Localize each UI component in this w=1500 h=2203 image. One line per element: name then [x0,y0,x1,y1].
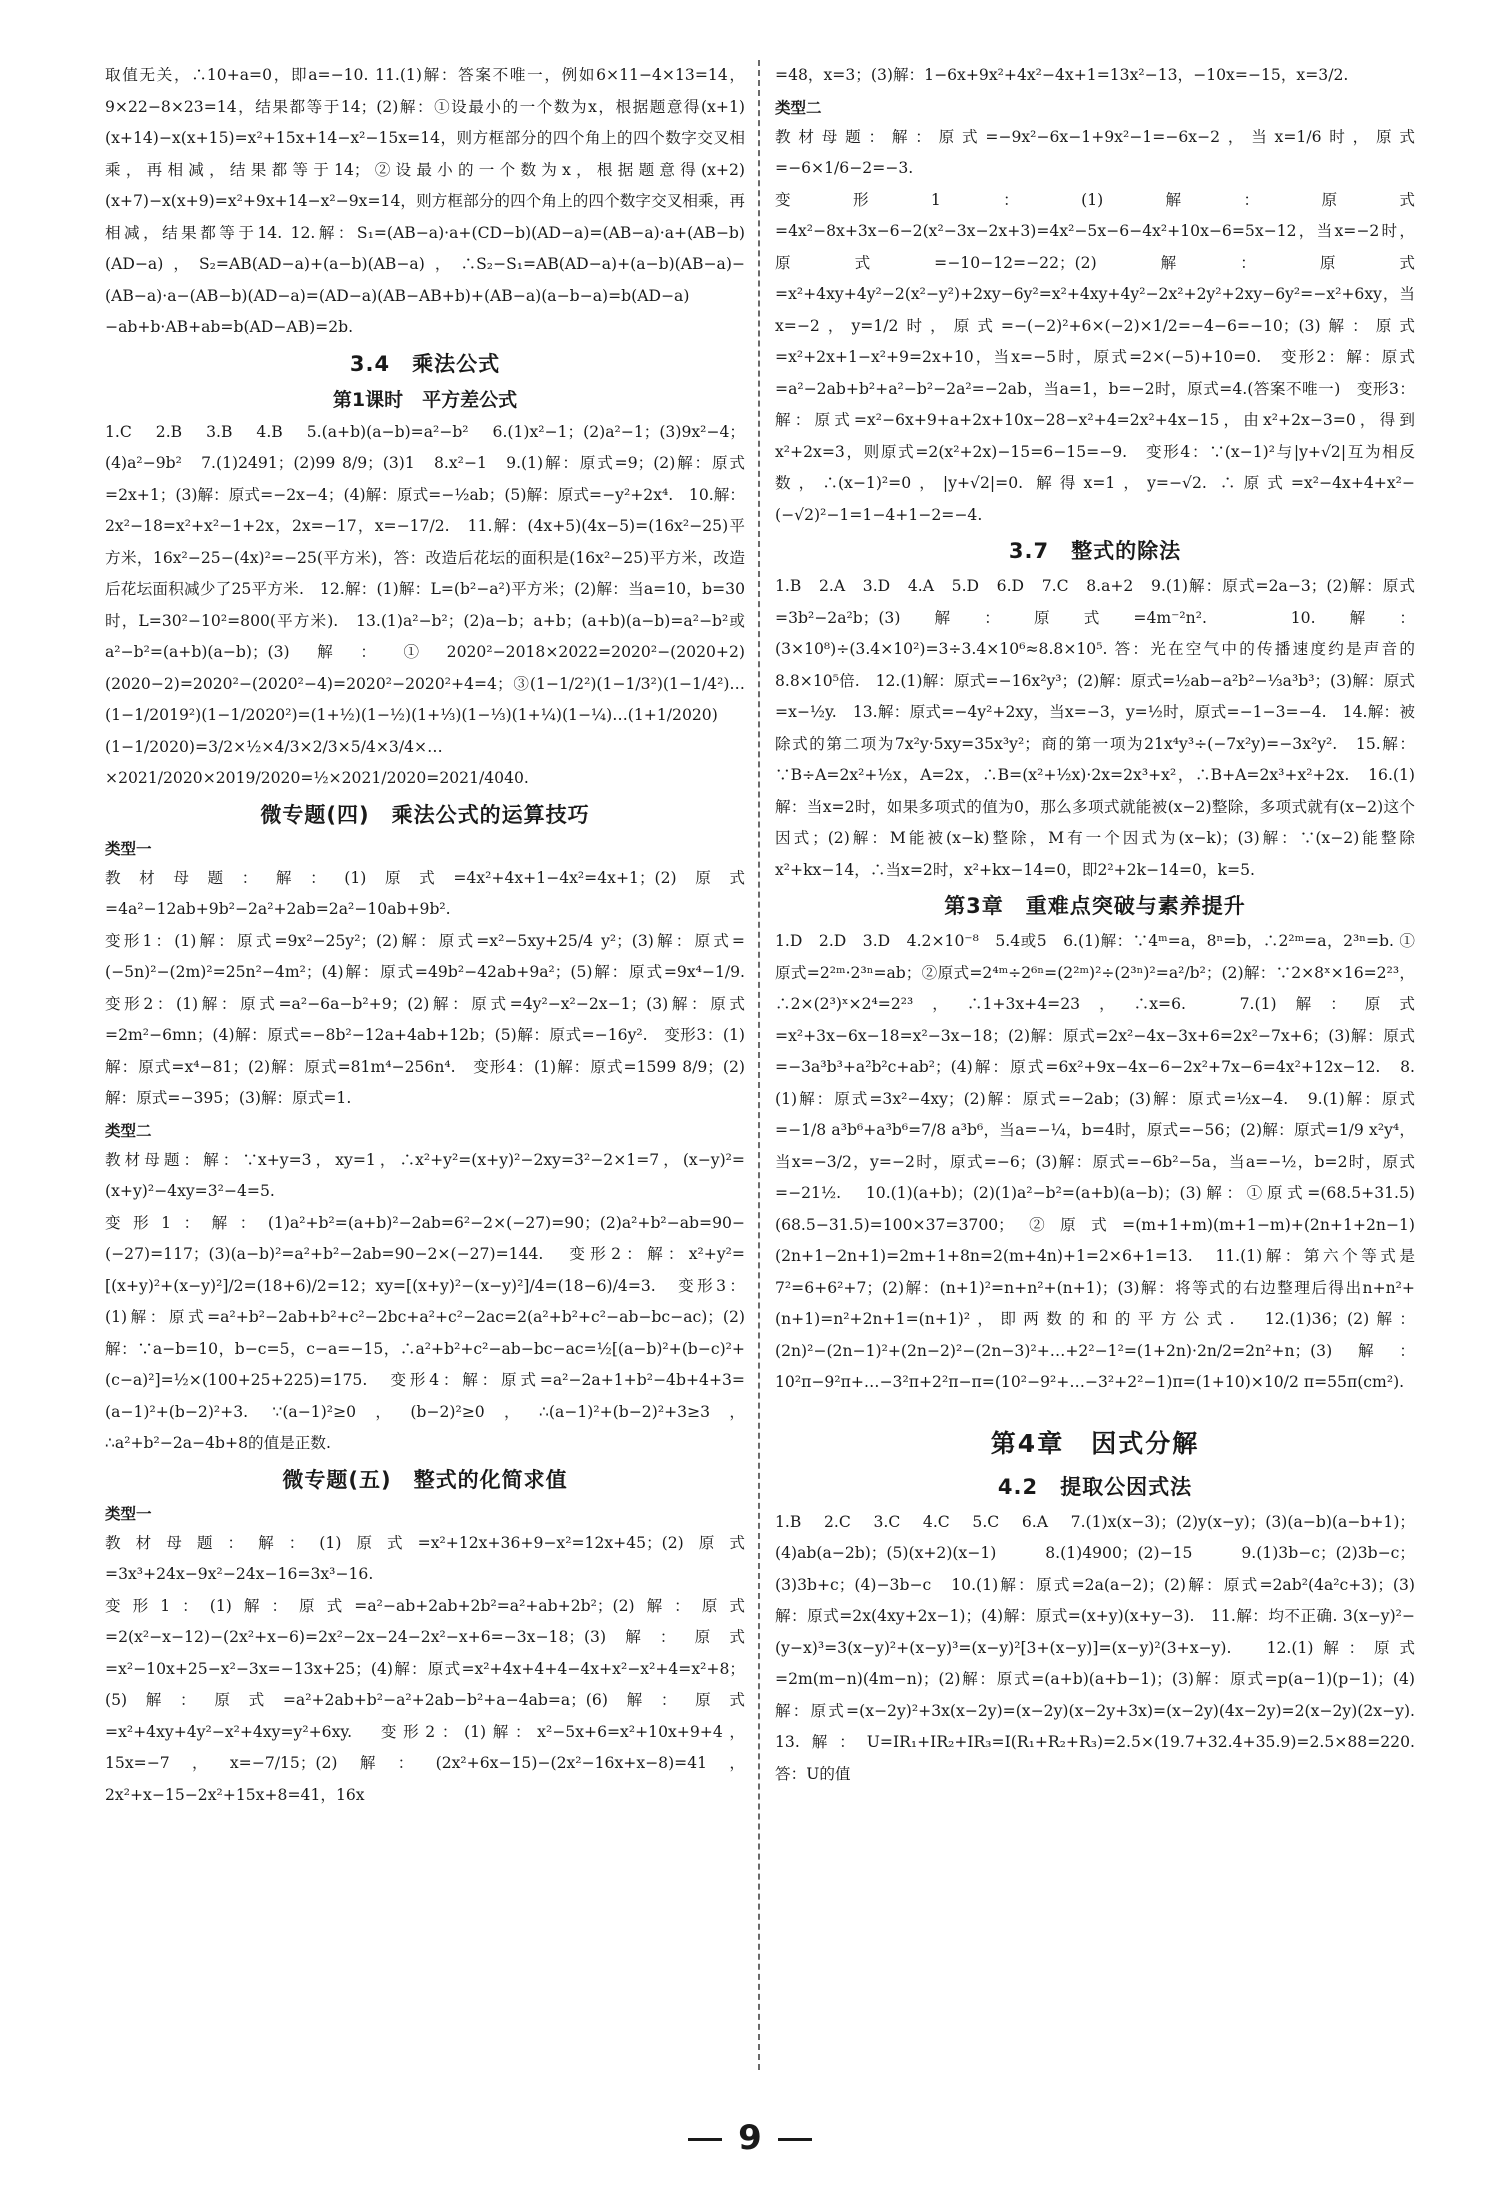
page-number-dash-left [688,2138,722,2141]
answer-paragraph: 教材母题：解：(1)原式=4x²+4x+1−4x²=4x+1；(2)原式=4a²−12ab+9b²−2a²+2ab=2a²−10ab+9b². [105,868,745,918]
type-label: 类型一 [105,839,152,858]
type-label: 类型二 [105,1121,152,1140]
page-number [0,2118,1500,2158]
chapter-heading: 第4章 因式分解 [990,1428,1200,1458]
answer-paragraph: 取值无关，∴10+a=0，即a=−10. 11.(1)解：答案不唯一，例如6×11−4×13=14，9×22−8×23=14，结果都等于14；(2)解：①设最小的一个数为x，根据题意得(x+1)(x+14)−x(x+15)=x²+15x+14−x²−15x=14，则方框部分的四个角上的四个数字交叉相乘，再相减，结果都等于14；②设最小的一个数为x，根据题意得(x+2)(x+7)−x(x+9)=x²+9x+14−x²−9x=14，则方框部分的四个角上的四个数字交叉相乘，再相减，结果都等于14. 12.解：S₁=(AB−a)·a+(CD−b)(AD−a)=(AB−a)·a+(AB−b)(AD−a)，S₂=AB(AD−a)+(a−b)(AB−a)，∴S₂−S₁=AB(AD−a)+(a−b)(AB−a)−(AB−a)·a−(AB−b)(AD−a)=(AD−a)(AB−AB+b)+(AB−a)(a−b−a)=b(AD−a)−ab+b·AB+ab=b(AD−AB)=2b. [105,66,745,336]
page-number-value: 9 [738,2118,762,2158]
column-divider [758,60,760,2070]
section-heading: 微专题(四) 乘法公式的运算技巧 [260,802,590,827]
lesson-heading: 第1课时 平方差公式 [332,388,518,411]
right-column [775,60,1431,1790]
page-number-dash-right [778,2138,812,2141]
type-label: 类型一 [105,1504,152,1523]
answer-paragraph: 1.B 2.A 3.D 4.A 5.D 6.D 7.C 8.a+2 9.(1)解：原式=2a−3；(2)解：原式=3b²−2a²b；(3)解：原式=4m⁻²n². 10.解：(3×10⁸)÷(3.4×10²)=3÷3.4×10⁶≈8.8×10⁵. 答：光在空气中的传播速度约是声音的8.8×10⁵倍. 12.(1)解：原式=−16x²y³；(2)解：原式=½ab−a²b²−⅓a³b³；(3)解：原式=x−½y. 13.解：原式=−4y²+2xy，当x=−3，y=½时，原式=−1−3=−4. 14.解：被除式的第二项为7x²y·5xy=35x³y²；商的第一项为21x⁴y³÷(−7x²y)=−3x²y². 15.解：∵B÷A=2x²+½x，A=2x，∴B=(x²+½x)·2x=2x³+x²，∴B+A=2x³+x²+2x. 16.(1)解：当x=2时，如果多项式的值为0，那么多项式就能被(x−2)整除，多项式就有(x−2)这个因式；(2)解：M能被(x−k)整除，M有一个因式为(x−k)；(3)解：∵(x−2)能整除x²+kx−14，∴当x=2时，x²+kx−14=0，即2²+2k−14=0，k=5. [775,577,1415,879]
type-label: 类型二 [775,98,822,117]
answer-paragraph: 变形1：(1)解：原式=4x²−8x+3x−6−2(x²−3x−2x+3)=4x²−5x−6−4x²+10x−6=5x−12，当x=−2时，原式=−10−12=−22；(2)解：原式=x²+4xy+4y²−2(x²−y²)+2xy−6y²=x²+4xy+4y²−2x²+2y²+2xy−6y²=−x²+6xy，当x=−2，y=1/2时，原式=−(−2)²+6×(−2)×1/2=−4−6=−10；(3)解：原式=x²+2x+1−x²+9=2x+10，当x=−5时，原式=2×(−5)+10=0. 变形2：解：原式=a²−2ab+b²+a²−b²−2a²=−2ab，当a=1，b=−2时，原式=4.(答案不唯一) 变形3：解：原式=x²−6x+9+a+2x+10x−28−x²+4=2x²+4x−15，由x²+2x−3=0，得到x²+2x=3，则原式=2(x²+2x)−15=6−15=−9. 变形4：∵(x−1)²与|y+√2|互为相反数，∴(x−1)²=0，|y+√2|=0. 解得x=1，y=−√2. ∴原式=x²−4x+4+x²−(−√2)²−1=1−4+1−2=−4. [775,190,1415,524]
section-heading: 微专题(五) 整式的化简求值 [282,1467,568,1492]
answer-paragraph: 教材母题：解：∵x+y=3，xy=1，∴x²+y²=(x+y)²−2xy=3²−2×1=7，(x−y)²=(x+y)²−4xy=3²−4=5. [105,1150,745,1200]
section-heading: 3.7 整式的除法 [1008,539,1182,563]
answer-paragraph: 1.B 2.C 3.C 4.C 5.C 6.A 7.(1)x(x−3)；(2)y(x−y)；(3)(a−b)(a−b+1)；(4)ab(a−2b)；(5)(x+2)(x−1) 8.(1)4900；(2)−15 9.(1)3b−c；(2)3b−c；(3)3b+c；(4)−3b−c 10.(1)解：原式=2a(a−2)；(2)解：原式=2ab²(4a²c+3)；(3)解：原式=2x(4xy+2x−1)；(4)解：原式=(x+y)(x+y−3). 11.解：均不正确. 3(x−y)²−(y−x)³=3(x−y)²+(x−y)³=(x−y)²[3+(x−y)]=(x−y)²(3+x−y). 12.(1)解：原式=2m(m−n)(4m−n)；(2)解：原式=(a+b)(a+b−1)；(3)解：原式=p(a−1)(p−1)；(4)解：原式=(x−2y)²+3x(x−2y)=(x−2y)(x−2y+3x)=(x−2y)(4x−2y)=2(x−2y)(2x−y). 13.解：U=IR₁+IR₂+IR₃=I(R₁+R₂+R₃)=2.5×(19.7+32.4+35.9)=2.5×88=220. 答：U的值 [775,1512,1431,1783]
answer-paragraph: 变形1：解：(1)a²+b²=(a+b)²−2ab=6²−2×(−27)=90；(2)a²+b²−ab=90−(−27)=117；(3)(a−b)²=a²+b²−2ab=90−2×(−27)=144. 变形2：解：x²+y²=[(x+y)²+(x−y)²]/2=(18+6)/2=12；xy=[(x+y)²−(x−y)²]/4=(18−6)/4=3. 变形3：(1)解：原式=a²+b²−2ab+b²+c²−2bc+a²+c²−2ac=2(a²+b²+c²−ab−bc−ac)；(2)解：∵a−b=10，b−c=5，c−a=−15，∴a²+b²+c²−ab−bc−ac=½[(a−b)²+(b−c)²+(c−a)²]=½×(100+25+225)=175. 变形4：解：原式=a²−2a+1+b²−4b+4+3=(a−1)²+(b−2)²+3. ∵(a−1)²≥0，(b−2)²≥0，∴(a−1)²+(b−2)²+3≥3，∴a²+b²−2a−4b+8的值是正数. [105,1213,745,1452]
answer-paragraph: =48，x=3；(3)解：1−6x+9x²+4x²−4x+1=13x²−13，−10x=−15，x=3/2. [775,66,1349,84]
left-column [105,60,761,1811]
answer-paragraph: 1.C 2.B 3.B 4.B 5.(a+b)(a−b)=a²−b² 6.(1)x²−1；(2)a²−1；(3)9x²−4；(4)a²−9b² 7.(1)2491；(2)99 8/9；(3)1 8.x²−1 9.(1)解：原式=9；(2)解：原式=2x+1；(3)解：原式=−2x−4；(4)解：原式=−½ab；(5)解：原式=−y²+2x⁴. 10.解：2x²−18=x²+x²−1+2x，2x=−17，x=−17/2. 11.解：(4x+5)(4x−5)=(16x²−25)平方米，16x²−25−(4x)²=−25(平方米)，答：改造后花坛的面积是(16x²−25)平方米，改造后花坛面积减少了25平方米. 12.解：(1)解：L=(b²−a²)平方米；(2)解：当a=10，b=30时，L=30²−10²=800(平方米). 13.(1)a²−b²；(2)a−b；a+b；(a+b)(a−b)=a²−b²或a²−b²=(a+b)(a−b)；(3)解：①2020²−2018×2022=2020²−(2020+2)(2020−2)=2020²−(2020²−4)=2020²−2020²+4=4；③(1−1/2²)(1−1/3²)(1−1/4²)…(1−1/2019²)(1−1/2020²)=(1+½)(1−½)(1+⅓)(1−⅓)(1+¼)(1−¼)…(1+1/2020)(1−1/2020)=3/2×½×4/3×2/3×5/4×3/4×…×2021/2020×2019/2020=½×2021/2020=2021/4040. [105,422,745,787]
section-heading: 3.4 乘法公式 [349,351,501,376]
answer-paragraph: 变形1：(1)解：原式=a²−ab+2ab+2b²=a²+ab+2b²；(2)解：原式=2(x²−x−12)−(2x²+x−6)=2x²−2x−24−2x²−x+6=−3x−18；(3)解：原式=x²−10x+25−x²−3x=−13x+25；(4)解：原式=x²+4x+4+4−4x+x²−x²+4=x²+8；(5)解：原式=a²+2ab+b²−a²+2ab−b²+a−4ab=a；(6)解：原式=x²+4xy+4y²−x²+4xy=y²+6xy. 变形2：(1)解：x²−5x+6=x²+10x+9+4，15x=−7，x=−7/15；(2)解：(2x²+6x−15)−(2x²−16x+x−8)=41，2x²+x−15−2x²+15x+8=41，16x [105,1596,745,1804]
answer-paragraph: 教材母题：解：原式=−9x²−6x−1+9x²−1=−6x−2，当x=1/6时，原式=−6×1/6−2=−3. [775,127,1415,177]
answer-paragraph: 变形1：(1)解：原式=9x²−25y²；(2)解：原式=x²−5xy+25/4 y²；(3)解：原式=(−5n)²−(2m)²=25n²−4m²；(4)解：原式=49b²−42ab+9a²；(5)解：原式=9x⁴−1/9. 变形2：(1)解：原式=a²−6a−b²+9；(2)解：原式=4y²−x²−2x−1；(3)解：原式=2m²−6mn；(4)解：原式=−8b²−12a+4ab+12b；(5)解：原式=−16y². 变形3：(1)解：原式=x⁴−81；(2)解：原式=81m⁴−256n⁴. 变形4：(1)解：原式=1599 8/9；(2)解：原式=−395；(3)解：原式=1. [105,931,761,1107]
answer-paragraph: 教材母题：解：(1)原式=x²+12x+36+9−x²=12x+45；(2)原式=3x³+24x−9x²−24x−16=3x³−16. [105,1533,745,1583]
section-heading: 第3章 重难点突破与素养提升 [944,894,1246,918]
section-heading: 4.2 提取公因式法 [997,1474,1193,1499]
answer-paragraph: 1.D 2.D 3.D 4.2×10⁻⁸ 5.4或5 6.(1)解：∵4ᵐ=a，8ⁿ=b，∴2²ᵐ=a，2³ⁿ=b. ①原式=2²ᵐ·2³ⁿ=ab；②原式=2⁴ᵐ÷2⁶ⁿ=(2²ᵐ)²÷(2³ⁿ)²=a²/b²；(2)解：∵2×8ˣ×16=2²³，∴2×(2³)ˣ×2⁴=2²³，∴1+3x+4=23，∴x=6. 7.(1)解：原式=x²+3x−6x−18=x²−3x−18；(2)解：原式=2x²−4x−3x+6=2x²−7x+6；(3)解：原式=−3a³b³+a²b²c+ab²；(4)解：原式=6x²+9x−4x−6−2x²+7x−6=4x²+12x−12. 8.(1)解：原式=3x²−4xy；(2)解：原式=−2ab；(3)解：原式=½x−4. 9.(1)解：原式=−1/8 a³b⁶+a³b⁶=7/8 a³b⁶，当a=−¼，b=4时，原式=−56；(2)解：原式=1/9 x²y⁴，当x=−3/2，y=−2时，原式=−6；(3)解：原式=−6b²−5a，当a=−½，b=2时，原式=−21½. 10.(1)(a+b)；(2)(1)a²−b²=(a+b)(a−b)；(3)解：①原式=(68.5+31.5)(68.5−31.5)=100×37=3700；②原式=(m+1+m)(m+1−m)+(2n+1+2n−1)(2n+1−2n+1)=2m+1+8n=2(m+4n)+1=2×6+1=13. 11.(1)解：第六个等式是7²=6+6²+7；(2)解：(n+1)²=n+n²+(n+1)；(3)解：将等式的右边整理后得出n+n²+(n+1)=n²+2n+1=(n+1)²，即两数的和的平方公式. 12.(1)36；(2)解：(2n)²−(2n−1)²+(2n−2)²−(2n−3)²+…+2²−1²=(1+2n)·2n/2=2n²+n；(3)解：10²π−9²π+…−3²π+2²π−π=(10²−9²+…−3²+2²−1)π=(1+10)×10/2 π=55π(cm²). [775,932,1415,1391]
